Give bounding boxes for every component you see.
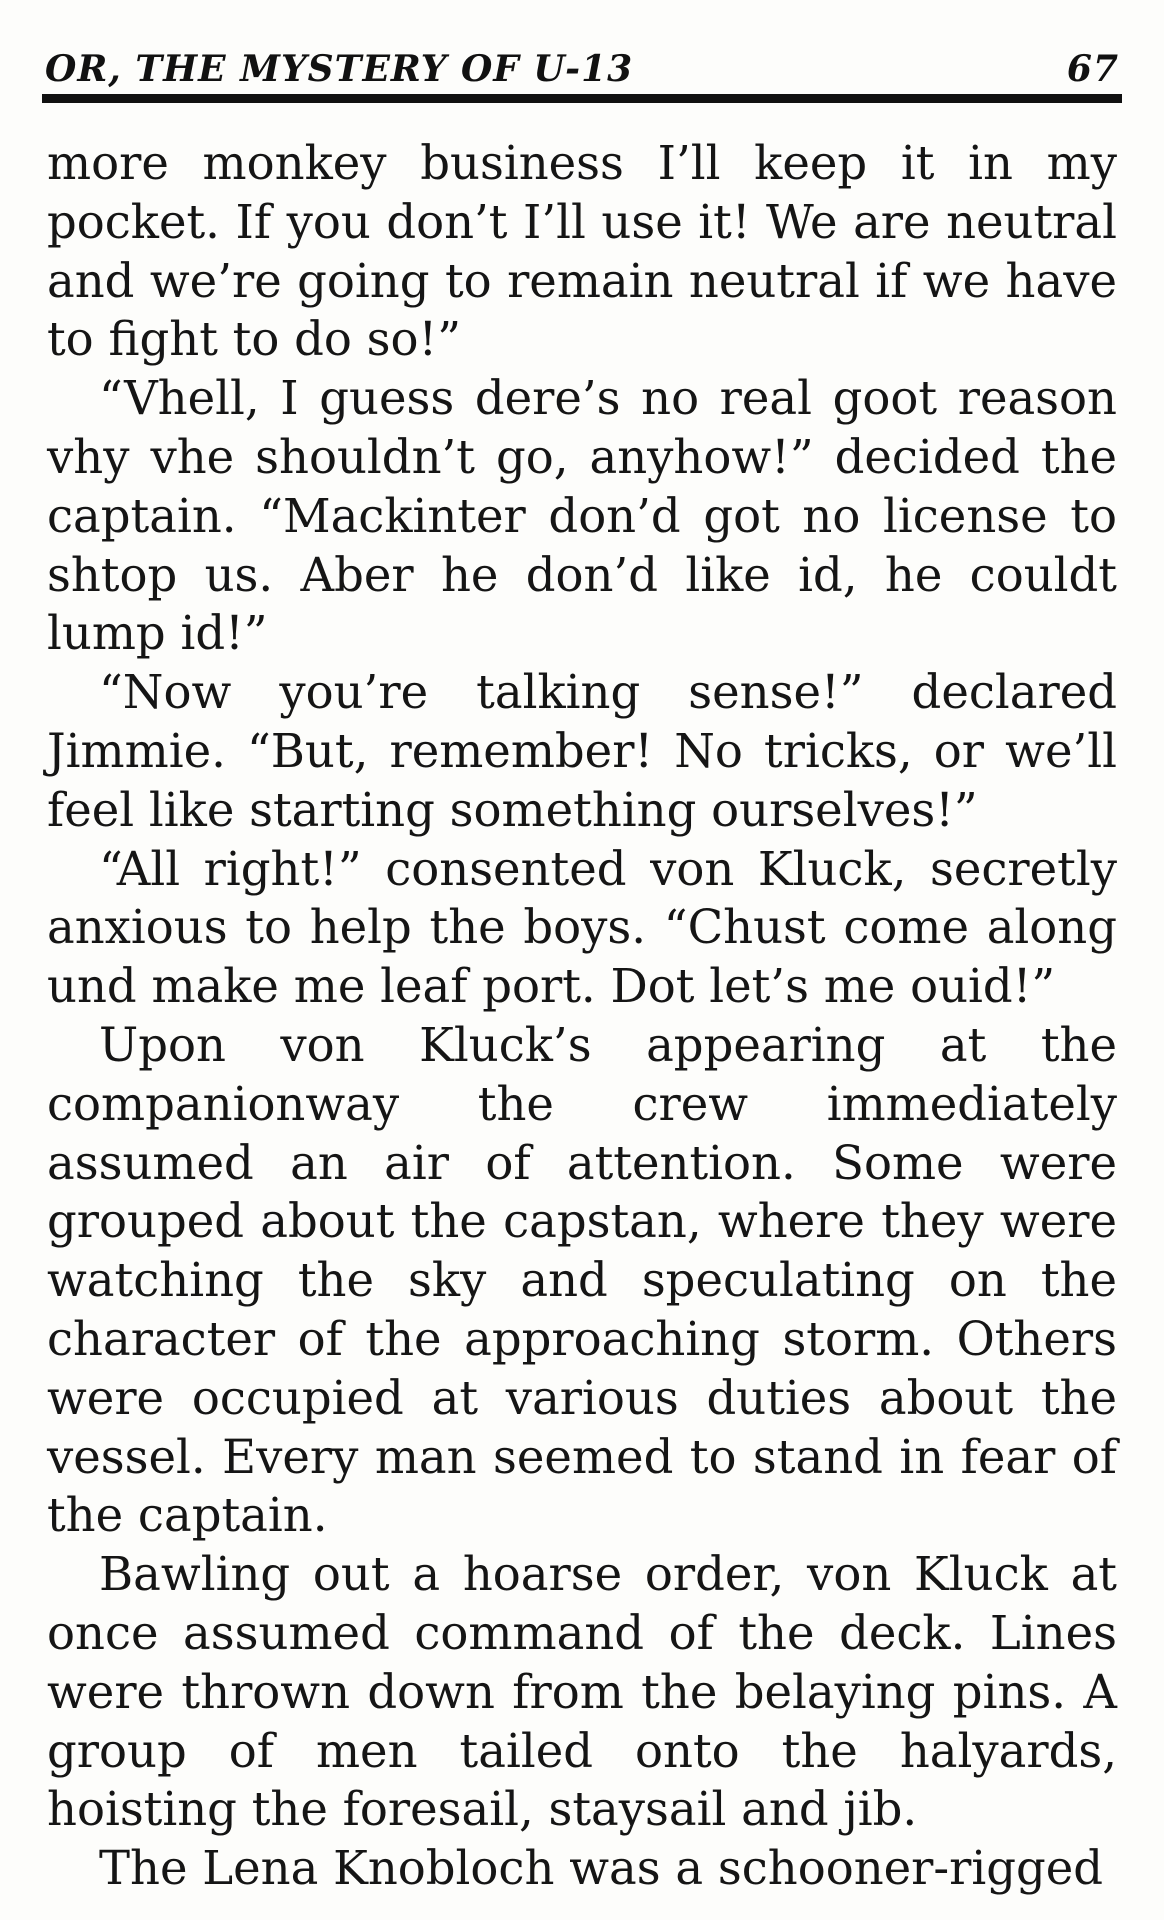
paragraph: Upon von Kluck’s appearing at the companionway the crew immediately assumed an air of attention. Some were grouped about the capstan, where they were watching the sky and speculating on the character of the approaching storm. Others were occupied at various duties about the vessel. Every man seemed to stand in fear of the captain. (47, 1017, 1117, 1543)
paragraph: Bawling out a hoarse order, von Kluck at once assumed command of the deck. Lines were thrown down from the belaying pins. A group of men tailed onto the halyards, hoisting the foresail, staysail and jib. (47, 1547, 1117, 1837)
running-title: OR, THE MYSTERY OF U-13 (45, 48, 634, 90)
text-body (47, 134, 1117, 1898)
page-number: 67 (1066, 48, 1119, 90)
paragraph: more monkey business I’ll keep it in my pocket. If you don’t I’ll use it! We are neutral and we’re going to remain neutral if we have to fight to do so!” (47, 136, 1117, 367)
paragraph: The Lena Knobloch was a schooner-rigged (99, 1841, 1104, 1896)
header-rule (42, 94, 1122, 103)
running-head (45, 34, 1119, 90)
paragraph: “Now you’re talking sense!” declared Jimmie. “But, remember! No tricks, or we’ll feel like starting something ourselves!” (47, 665, 1117, 837)
paragraph: “Vhell, I guess dere’s no real goot reason vhy vhe shouldn’t go, anyhow!” decided the captain. “Mackinter don’d got no license to shtop us. Aber he don’d like id, he couldt lump id!” (47, 371, 1117, 661)
paragraph: “All right!” consented von Kluck, secretly anxious to help the boys. “Chust come along und make me leaf port. Dot let’s me ouid!” (47, 841, 1117, 1014)
